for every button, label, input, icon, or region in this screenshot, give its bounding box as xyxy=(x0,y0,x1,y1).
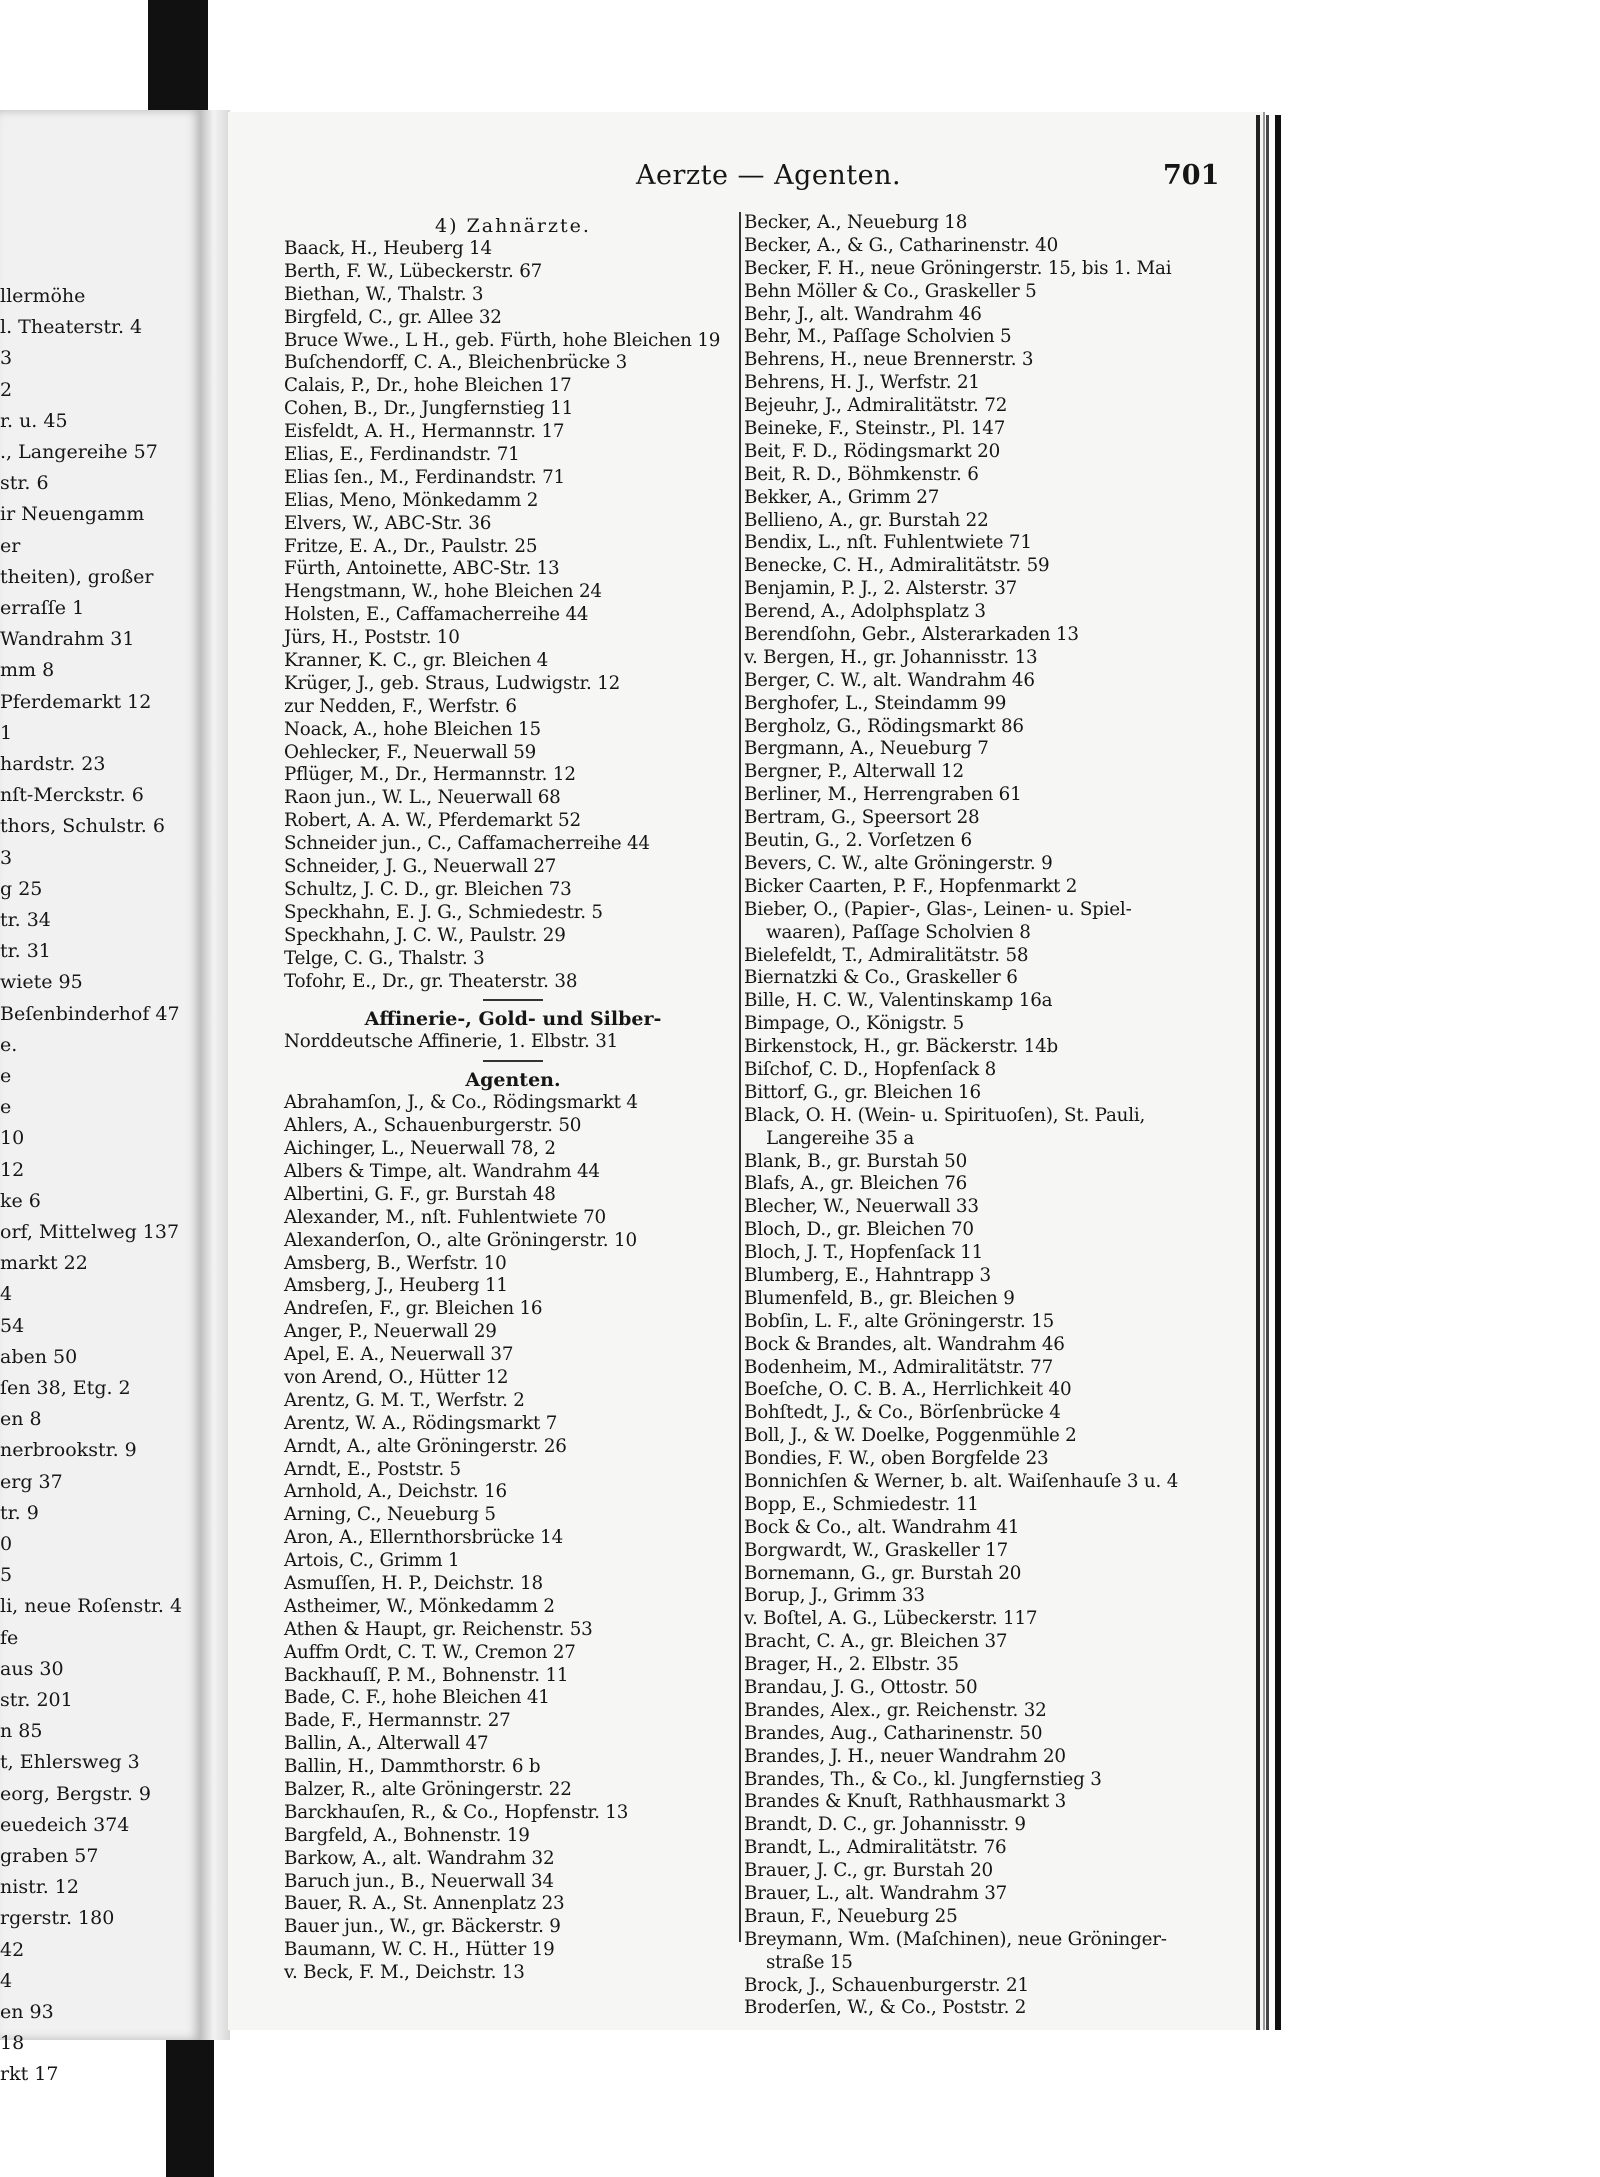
directory-entry: Broderſen, W., & Co., Poststr. 2 xyxy=(744,1997,1027,2019)
directory-entry: Beit, F. D., Rödingsmarkt 20 xyxy=(744,440,1001,462)
directory-entry: Anger, P., Neuerwall 29 xyxy=(284,1321,497,1343)
left-page-fragment: 12 xyxy=(0,1158,25,1181)
left-page-fragment: 54 xyxy=(0,1314,25,1337)
left-page-fragment: tr. 9 xyxy=(0,1501,39,1524)
directory-entry: Pflüger, M., Dr., Hermannstr. 12 xyxy=(284,764,576,786)
directory-entry: Tofohr, E., Dr., gr. Theaterstr. 38 xyxy=(284,970,578,992)
directory-entry: Brager, H., 2. Elbstr. 35 xyxy=(744,1654,959,1676)
directory-entry: Bergner, P., Alterwall 12 xyxy=(744,761,964,783)
directory-entry: Beineke, F., Steinstr., Pl. 147 xyxy=(744,418,1006,440)
directory-entry: Krüger, J., geb. Straus, Ludwigstr. 12 xyxy=(284,672,621,694)
directory-entry: Biethan, W., Thalstr. 3 xyxy=(284,283,484,305)
directory-entry: Behr, M., Paſſage Scholvien 5 xyxy=(744,326,1012,348)
directory-entry: Bohſtedt, J., & Co., Börſenbrücke 4 xyxy=(744,1402,1061,1424)
left-page-fragment: en 8 xyxy=(0,1408,42,1431)
directory-entry: Brandt, D. C., gr. Johannisstr. 9 xyxy=(744,1814,1026,1836)
directory-entry: Hengstmann, W., hohe Bleichen 24 xyxy=(284,581,602,603)
directory-entry: Cohen, B., Dr., Jungfernstieg 11 xyxy=(284,398,574,420)
directory-entry: Berliner, M., Herrengraben 61 xyxy=(744,784,1022,806)
page-edge-stack-2 xyxy=(1266,115,1269,2030)
left-page-fragment: 5 xyxy=(0,1564,13,1587)
book-gutter xyxy=(200,110,230,2040)
directory-entry: Bieber, O., (Papier-, Glas-, Leinen- u. Spiel- xyxy=(744,898,1132,920)
left-page-fragment: eorg, Bergstr. 9 xyxy=(0,1782,152,1805)
directory-entry: Bonnichſen & Werner, b. alt. Waiſenhauſe 3 u. 4 xyxy=(744,1470,1179,1492)
directory-entry: Beit, R. D., Böhmkenstr. 6 xyxy=(744,463,979,485)
directory-entry: Calais, P., Dr., hohe Bleichen 17 xyxy=(284,375,572,397)
directory-entry: Abrahamſon, J., & Co., Rödingsmarkt 4 xyxy=(284,1092,638,1114)
directory-entry: von Arend, O., Hütter 12 xyxy=(284,1366,509,1388)
left-page-fragment: tr. 34 xyxy=(0,909,51,931)
directory-entry: Bock & Co., alt. Wandrahm 41 xyxy=(744,1516,1020,1538)
left-page-fragment: rkt 17 xyxy=(0,2063,59,2086)
left-page-fragment: er xyxy=(0,534,21,557)
directory-entry: Schneider, J. G., Neuerwall 27 xyxy=(284,856,557,878)
left-page-fragment: orf, Mittelweg 137 xyxy=(0,1221,180,1243)
directory-entry: Bruce Wwe., L H., geb. Fürth, hohe Bleichen 19 xyxy=(284,329,721,351)
left-page-fragment: str. 6 xyxy=(0,472,49,495)
left-page-fragment: 3 xyxy=(0,846,13,869)
scan-edge-bottom-left xyxy=(166,2030,214,2177)
directory-entry: Bille, H. C. W., Valentinskamp 16a xyxy=(744,990,1053,1012)
directory-entry: Langereihe 35 a xyxy=(766,1127,915,1149)
directory-entry: Alexander, M., nſt. Fuhlentwiete 70 xyxy=(284,1206,606,1228)
directory-entry: zur Nedden, F., Werfstr. 6 xyxy=(284,695,517,717)
directory-entry: Noack, A., hohe Bleichen 15 xyxy=(284,718,541,740)
directory-entry: Aichinger, L., Neuerwall 78, 2 xyxy=(284,1138,556,1160)
directory-entry: Behrens, H. J., Werfstr. 21 xyxy=(744,372,980,394)
directory-entry: Bergholz, G., Rödingsmarkt 86 xyxy=(744,715,1024,737)
directory-entry: Bondies, F. W., oben Borgfelde 23 xyxy=(744,1448,1049,1470)
directory-entry: Behn Möller & Co., Graskeller 5 xyxy=(744,280,1037,302)
directory-entry: Berendſohn, Gebr., Alsterarkaden 13 xyxy=(744,624,1079,646)
directory-entry: Brock, J., Schauenburgerstr. 21 xyxy=(744,1974,1029,1996)
directory-entry: Asmuſſen, H. P., Deichstr. 18 xyxy=(284,1572,543,1594)
directory-entry: Oehlecker, F., Neuerwall 59 xyxy=(284,741,537,763)
section-heading-affinerie: Affinerie-, Gold- und Silber- xyxy=(364,1008,662,1031)
directory-entry: Borup, J., Grimm 33 xyxy=(744,1585,925,1607)
left-page-fragment: nerbrookstr. 9 xyxy=(0,1439,137,1462)
directory-entry: Albertini, G. F., gr. Burstah 48 xyxy=(284,1183,556,1205)
directory-entry: Bauer jun., W., gr. Bäckerstr. 9 xyxy=(284,1916,561,1938)
directory-entry: Schultz, J. C. D., gr. Bleichen 73 xyxy=(284,878,572,900)
left-page-fragment: ir Neuengamm xyxy=(0,503,145,526)
directory-entry: Berghofer, L., Steindamm 99 xyxy=(744,692,1007,714)
directory-entry: Blumenfeld, B., gr. Bleichen 9 xyxy=(744,1287,1015,1309)
directory-entry: Bertram, G., Speersort 28 xyxy=(744,807,980,829)
directory-entry: Baack, H., Heuberg 14 xyxy=(284,238,492,259)
directory-entry: Bendix, L., nſt. Fuhlentwiete 71 xyxy=(744,532,1032,554)
directory-entry: Berth, F. W., Lübeckerstr. 67 xyxy=(284,260,543,282)
directory-entry: Blafs, A., gr. Bleichen 76 xyxy=(744,1173,968,1195)
directory-entry: Arentz, G. M. T., Werfstr. 2 xyxy=(284,1389,525,1411)
directory-entry: Braun, F., Neueburg 25 xyxy=(744,1905,958,1927)
directory-entry: Bimpage, O., Königstr. 5 xyxy=(744,1013,965,1035)
directory-entry: Boeſche, O. C. B. A., Herrlichkeit 40 xyxy=(744,1379,1072,1401)
directory-entry: v. Bergen, H., gr. Johannisstr. 13 xyxy=(744,646,1038,668)
directory-entry: Andreſen, F., gr. Bleichen 16 xyxy=(284,1298,543,1320)
section-heading-zahnaerzte: 4) Zahnärzte. xyxy=(435,215,591,237)
directory-entry: Speckhahn, E. J. G., Schmiedestr. 5 xyxy=(284,901,603,923)
left-page-fragment: ſen 38, Etg. 2 xyxy=(0,1377,131,1399)
agenten-list-left xyxy=(284,1092,742,1985)
directory-entry: Bejeuhr, J., Admiralitätstr. 72 xyxy=(744,395,1008,417)
directory-entry: straße 15 xyxy=(766,1951,853,1973)
zahnaerzte-list xyxy=(284,238,742,993)
directory-entry: Astheimer, W., Mönkedamm 2 xyxy=(284,1595,555,1617)
directory-entry: Birkenstock, H., gr. Bäckerstr. 14b xyxy=(744,1036,1059,1058)
left-page-fragment: graben 57 xyxy=(0,1845,99,1867)
left-page-fragment: t, Ehlersweg 3 xyxy=(0,1751,140,1774)
left-page-fragment: erraſſe 1 xyxy=(0,597,85,619)
directory-entry: Brandt, L., Admiralitätstr. 76 xyxy=(744,1837,1007,1859)
directory-entry: Bevers, C. W., alte Gröningerstr. 9 xyxy=(744,852,1053,874)
directory-entry: Arndt, A., alte Gröningerstr. 26 xyxy=(284,1435,567,1457)
left-page-fragment: aben 50 xyxy=(0,1345,78,1368)
left-page-fragment: e xyxy=(0,1065,12,1087)
directory-entry: Brandau, J. G., Ottostr. 50 xyxy=(744,1677,978,1698)
directory-entry: Fürth, Antoinette, ABC-Str. 13 xyxy=(284,558,560,580)
directory-entry: Barkow, A., alt. Wandrahm 32 xyxy=(284,1847,555,1869)
directory-entry: Baumann, W. C. H., Hütter 19 xyxy=(284,1939,555,1961)
directory-entry: v. Boſtel, A. G., Lübeckerstr. 117 xyxy=(744,1608,1038,1630)
directory-entry: Alexanderſon, O., alte Gröningerstr. 10 xyxy=(284,1229,637,1251)
directory-entry: Kranner, K. C., gr. Bleichen 4 xyxy=(284,650,549,672)
directory-entry: Arndt, E., Poststr. 5 xyxy=(284,1458,461,1480)
left-page-fragment: markt 22 xyxy=(0,1252,88,1275)
directory-entry: Ballin, H., Dammthorstr. 6 b xyxy=(284,1756,541,1778)
directory-entry: Aron, A., Ellernthorsbrücke 14 xyxy=(284,1527,564,1549)
directory-entry: Arentz, W. A., Rödingsmarkt 7 xyxy=(284,1412,558,1434)
directory-entry: Berend, A., Adolphsplatz 3 xyxy=(744,601,986,623)
directory-entry: Brandes, Aug., Catharinenstr. 50 xyxy=(744,1722,1043,1744)
left-page-fragment: Wandrahm 31 xyxy=(0,628,135,651)
directory-entry: Beutin, G., 2. Vorſetzen 6 xyxy=(744,830,972,852)
left-page-fragment: 4 xyxy=(0,1969,13,1992)
affinerie-list xyxy=(284,1031,742,1054)
directory-entry: Bopp, E., Schmiedestr. 11 xyxy=(744,1493,979,1515)
directory-entry: Brauer, J. C., gr. Burstah 20 xyxy=(744,1860,993,1882)
directory-entry: Bargfeld, A., Bohnenstr. 19 xyxy=(284,1824,530,1846)
directory-entry: Black, O. H. (Wein- u. Spirituoſen), St. Pauli, xyxy=(744,1104,1146,1126)
directory-entry: Arnhold, A., Deichstr. 16 xyxy=(284,1481,507,1503)
left-page-fragment: en 93 xyxy=(0,2001,54,2023)
running-head: Aerzte — Agenten. xyxy=(636,160,902,191)
directory-entry: Auffm Ordt, C. T. W., Cremon 27 xyxy=(284,1641,576,1663)
page-number: 701 xyxy=(1163,160,1220,191)
directory-entry: Arning, C., Neueburg 5 xyxy=(284,1504,496,1526)
directory-entry: Borgwardt, W., Graskeller 17 xyxy=(744,1539,1009,1561)
left-page-fragment: euedeich 374 xyxy=(0,1813,130,1836)
directory-entry: Bornemann, G., gr. Burstah 20 xyxy=(744,1562,1022,1584)
directory-entry: Buſchendorff, C. A., Bleichenbrücke 3 xyxy=(284,352,628,374)
directory-entry: v. Beck, F. M., Deichstr. 13 xyxy=(284,1962,525,1984)
directory-entry: Brandes & Knuſt, Rathhausmarkt 3 xyxy=(744,1791,1067,1813)
left-column xyxy=(284,214,742,1985)
directory-entry: Benecke, C. H., Admiralitätstr. 59 xyxy=(744,555,1050,577)
directory-entry: waaren), Paſſage Scholvien 8 xyxy=(766,921,1031,943)
section-rule xyxy=(483,1060,543,1062)
left-page-fragment: ke 6 xyxy=(0,1189,41,1212)
directory-entry: Bracht, C. A., gr. Bleichen 37 xyxy=(744,1631,1008,1653)
directory-entry: Biernatzki & Co., Graskeller 6 xyxy=(744,967,1018,989)
directory-entry: Bloch, D., gr. Bleichen 70 xyxy=(744,1219,974,1241)
left-page-fragment: theiten), großer xyxy=(0,565,154,588)
directory-entry: Elvers, W., ABC-Str. 36 xyxy=(284,512,492,534)
directory-entry: Birgfeld, C., gr. Allee 32 xyxy=(284,306,502,328)
directory-entry: Norddeutsche Affinerie, 1. Elbstr. 31 xyxy=(284,1031,619,1053)
left-page-fragment: li, neue Roſenstr. 4 xyxy=(0,1595,183,1618)
left-page-fragment: rgerstr. 180 xyxy=(0,1907,115,1930)
left-page-fragment: n 85 xyxy=(0,1720,43,1743)
left-page-fragment: e. xyxy=(0,1033,18,1056)
left-page-fragment: wiete 95 xyxy=(0,971,83,994)
left-page-fragment: 42 xyxy=(0,1938,25,1961)
directory-entry: Raon jun., W. L., Neuerwall 68 xyxy=(284,787,561,809)
left-page-fragment: str. 201 xyxy=(0,1689,73,1711)
left-page-fragment: tr. 31 xyxy=(0,940,51,963)
directory-entry: Bittorf, G., gr. Bleichen 16 xyxy=(744,1081,981,1103)
directory-entry: Becker, F. H., neue Gröningerstr. 15, bis 1. Mai xyxy=(744,257,1172,279)
directory-entry: Athen & Haupt, gr. Reichenstr. 53 xyxy=(284,1618,593,1640)
left-page-fragment: ., Langereihe 57 xyxy=(0,441,158,463)
directory-entry: Jürs, H., Poststr. 10 xyxy=(284,627,460,649)
left-page-fragment: 18 xyxy=(0,2032,25,2055)
right-column xyxy=(744,212,1244,2020)
directory-entry: Benjamin, P. J., 2. Alsterstr. 37 xyxy=(744,578,1018,600)
directory-entry: Barckhauſen, R., & Co., Hopfenstr. 13 xyxy=(284,1801,629,1823)
directory-entry: Breymann, Wm. (Maſchinen), neue Gröninger- xyxy=(744,1928,1167,1950)
directory-entry: Balzer, R., alte Gröningerstr. 22 xyxy=(284,1779,572,1800)
directory-entry: Fritze, E. A., Dr., Paulstr. 25 xyxy=(284,535,538,557)
directory-entry: Schneider jun., C., Caffamacherreihe 44 xyxy=(284,833,650,855)
left-page-fragment: 1 xyxy=(0,721,13,744)
directory-entry: Biſchof, C. D., Hopfenſack 8 xyxy=(744,1058,997,1080)
left-page-fragment: Pferdemarkt 12 xyxy=(0,690,152,713)
directory-entry: Bobſin, L. F., alte Gröningerstr. 15 xyxy=(744,1310,1055,1332)
directory-entry: Bergmann, A., Neueburg 7 xyxy=(744,738,989,760)
directory-entry: Elias ſen., M., Ferdinandstr. 71 xyxy=(284,466,565,488)
directory-entry: Baruch jun., B., Neuerwall 34 xyxy=(284,1870,554,1892)
directory-entry: Bekker, A., Grimm 27 xyxy=(744,486,940,508)
directory-entry: Bloch, J. T., Hopfenſack 11 xyxy=(744,1242,984,1264)
agenten-list-right xyxy=(744,212,1244,2020)
directory-entry: Bellieno, A., gr. Burstah 22 xyxy=(744,509,989,531)
directory-entry: Behrens, H., neue Brennerstr. 3 xyxy=(744,349,1034,371)
left-page-fragment: nistr. 12 xyxy=(0,1876,79,1899)
left-page-fragment: hardstr. 23 xyxy=(0,753,106,775)
directory-entry: Brandes, J. H., neuer Wandrahm 20 xyxy=(744,1745,1066,1767)
directory-entry: Ballin, A., Alterwall 47 xyxy=(284,1733,489,1755)
directory-entry: Elias, Meno, Mönkedamm 2 xyxy=(284,489,539,511)
left-page-fragment: 2 xyxy=(0,378,13,401)
left-page-fragment: 10 xyxy=(0,1127,25,1150)
directory-entry: Eisfeldt, A. H., Hermannstr. 17 xyxy=(284,421,565,443)
directory-entry: Apel, E. A., Neuerwall 37 xyxy=(284,1344,514,1366)
directory-entry: Bock & Brandes, alt. Wandrahm 46 xyxy=(744,1333,1065,1355)
directory-entry: Amsberg, B., Werfstr. 10 xyxy=(284,1252,507,1274)
directory-entry: Bade, C. F., hohe Bleichen 41 xyxy=(284,1687,550,1709)
directory-entry: Blecher, W., Neuerwall 33 xyxy=(744,1196,979,1218)
page-edge-stack xyxy=(1256,115,1260,2030)
left-facing-page xyxy=(0,110,202,2086)
directory-entry: Ahlers, A., Schauenburgerstr. 50 xyxy=(284,1115,582,1137)
left-page-fragment: erg 37 xyxy=(0,1470,63,1493)
directory-entry: Bicker Caarten, P. F., Hopfenmarkt 2 xyxy=(744,875,1078,897)
directory-entry: Backhauſſ, P. M., Bohnenstr. 11 xyxy=(284,1664,569,1686)
left-page-fragment: aus 30 xyxy=(0,1657,64,1680)
page-edge-stack-3 xyxy=(1275,115,1281,2030)
directory-entry: Brandes, Th., & Co., kl. Jungfernstieg 3 xyxy=(744,1768,1102,1790)
left-page-fragment: 0 xyxy=(0,1533,13,1555)
directory-entry: Holsten, E., Caffamacherreihe 44 xyxy=(284,604,589,626)
directory-entry: Brandes, Alex., gr. Reichenstr. 32 xyxy=(744,1699,1047,1721)
scan-edge-top-left xyxy=(148,0,208,112)
left-page-fragment: thors, Schulstr. 6 xyxy=(0,815,165,838)
left-page-fragment: nſt-Merckstr. 6 xyxy=(0,784,144,807)
left-page-fragment: l. Theaterstr. 4 xyxy=(0,316,143,339)
left-page-fragment: llermöhe xyxy=(0,285,86,307)
section-rule xyxy=(483,999,543,1001)
directory-entry: Boll, J., & W. Doelke, Poggenmühle 2 xyxy=(744,1425,1077,1447)
directory-entry: Becker, A., Neueburg 18 xyxy=(744,212,968,233)
directory-entry: Speckhahn, J. C. W., Paulstr. 29 xyxy=(284,924,566,946)
left-page-fragment: 4 xyxy=(0,1283,13,1306)
directory-entry: Blumberg, E., Hahntrapp 3 xyxy=(744,1264,991,1286)
directory-entry: Blank, B., gr. Burstah 50 xyxy=(744,1150,967,1172)
directory-entry: Telge, C. G., Thalstr. 3 xyxy=(284,947,485,969)
directory-entry: Bauer, R. A., St. Annenplatz 23 xyxy=(284,1893,565,1915)
directory-entry: Berger, C. W., alt. Wandrahm 46 xyxy=(744,669,1035,691)
directory-entry: Bodenheim, M., Admiralitätstr. 77 xyxy=(744,1356,1054,1378)
section-heading-agenten: Agenten. xyxy=(465,1069,561,1092)
directory-entry: Elias, E., Ferdinandstr. 71 xyxy=(284,444,520,466)
directory-entry: Bade, F., Hermannstr. 27 xyxy=(284,1710,511,1732)
left-page-fragment: r. u. 45 xyxy=(0,409,68,432)
left-page-fragment: fe xyxy=(0,1626,19,1649)
directory-entry: Artois, C., Grimm 1 xyxy=(284,1550,460,1572)
left-page-fragment: e xyxy=(0,1096,12,1119)
left-page-fragment: mm 8 xyxy=(0,659,55,682)
left-page-fragment: Beſenbinderhof 47 xyxy=(0,1002,180,1025)
left-page-fragment: 3 xyxy=(0,347,13,370)
directory-entry: Albers & Timpe, alt. Wandrahm 44 xyxy=(284,1160,600,1182)
directory-entry: Becker, A., & G., Catharinenstr. 40 xyxy=(744,234,1059,256)
left-page-fragment: g 25 xyxy=(0,877,43,900)
directory-entry: Robert, A. A. W., Pferdemarkt 52 xyxy=(284,810,581,832)
directory-entry: Amsberg, J., Heuberg 11 xyxy=(284,1275,508,1297)
directory-entry: Behr, J., alt. Wandrahm 46 xyxy=(744,303,982,325)
directory-entry: Bielefeldt, T., Admiralitätstr. 58 xyxy=(744,944,1029,966)
directory-entry: Brauer, L., alt. Wandrahm 37 xyxy=(744,1883,1008,1905)
